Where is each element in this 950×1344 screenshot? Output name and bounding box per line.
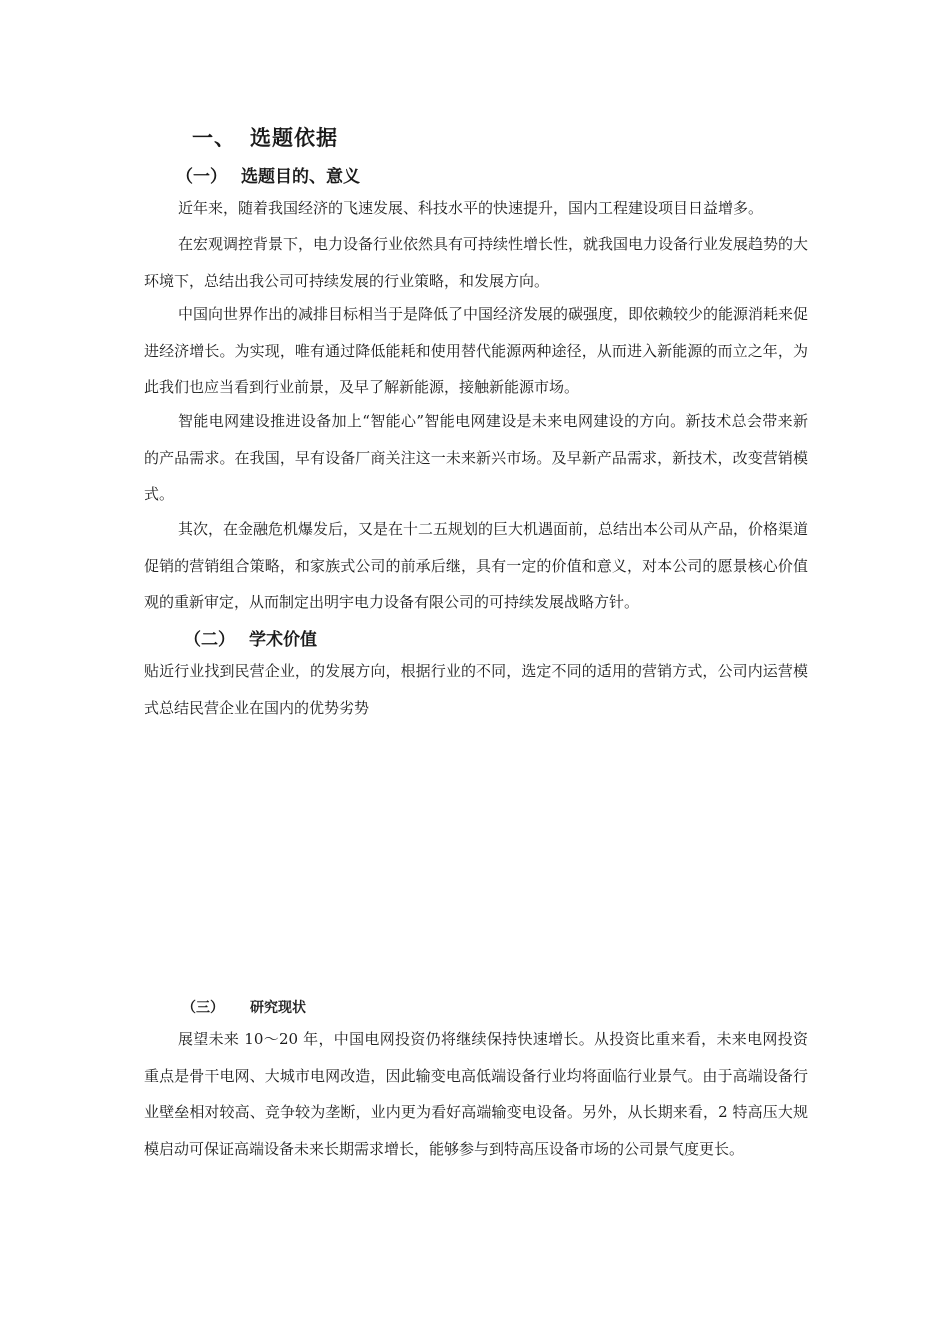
section-heading-basis bbox=[192, 122, 338, 152]
subsection-title: 学术价值 bbox=[249, 630, 317, 650]
paragraph-recent-years: 近年来，随着我国经济的飞速发展、科技水平的快速提升，国内工程建设项目日益增多。 bbox=[178, 199, 764, 217]
section-number: 一、 bbox=[192, 126, 236, 150]
section-title: 选题依据 bbox=[250, 126, 338, 150]
paragraph-smart-grid: 智能电网建设推进设备加上“智能心”智能电网建设是未来电网建设的方向。新技术总会带来新的产品需求。在我国，早有设备厂商关注这一未来新兴市场。及早新产品需求，新技术，改变营销模式。 bbox=[144, 412, 808, 503]
subsection-title: 选题目的、意义 bbox=[241, 167, 360, 187]
subsection-number: （一） bbox=[176, 167, 227, 187]
paragraph-research-status: 展望未来 10～20 年，中国电网投资仍将继续保持快速增长。从投资比重来看，未来电网投资重点是骨干电网、大城市电网改造，因此输变电高低端设备行业均将面临行业景气。由于高端设备行业壁垒相对较高、竞争较为垄断，业内更为看好高端输变电设备。另外，从长期来看，2 特高压大规模启动可保证高端设备未来长期需求增长，能够参与到特高压设备市场的公司景气度更长。 bbox=[144, 1030, 808, 1158]
paragraph-macro-control: 在宏观调控背景下，电力设备行业依然具有可持续性增长性，就我国电力设备行业发展趋势的大环境下，总结出我公司可持续发展的行业策略，和发展方向。 bbox=[144, 235, 809, 290]
paragraph-academic-value: 贴近行业找到民营企业，的发展方向，根据行业的不同，选定不同的适用的营销方式，公司内运营模式总结民营企业在国内的优势劣势 bbox=[144, 662, 808, 717]
subsection-number: （二） bbox=[184, 630, 235, 650]
subsection-heading-research-status bbox=[182, 997, 306, 1017]
paragraph-financial-crisis: 其次，在金融危机爆发后，又是在十二五规划的巨大机遇面前，总结出本公司从产品，价格渠道促销的营销组合策略，和家族式公司的前承后继，具有一定的价值和意义，对本公司的愿景核心价值观的重新审定，从而制定出明宇电力设备有限公司的可持续发展战略方针。 bbox=[144, 520, 809, 611]
subsection-title: 研究现状 bbox=[250, 1000, 306, 1016]
subsection-heading-purpose bbox=[176, 162, 360, 187]
paragraph-emission-target: 中国向世界作出的减排目标相当于是降低了中国经济发展的碳强度，即依赖较少的能源消耗来促进经济增长。为实现，唯有通过降低能耗和使用替代能源两种途径，从而进入新能源的而立之年，为此我们也应当看到行业前景，及早了解新能源，接触新能源市场。 bbox=[144, 305, 809, 396]
subsection-heading-academic-value bbox=[184, 625, 317, 650]
subsection-number: （三） bbox=[182, 1000, 224, 1016]
